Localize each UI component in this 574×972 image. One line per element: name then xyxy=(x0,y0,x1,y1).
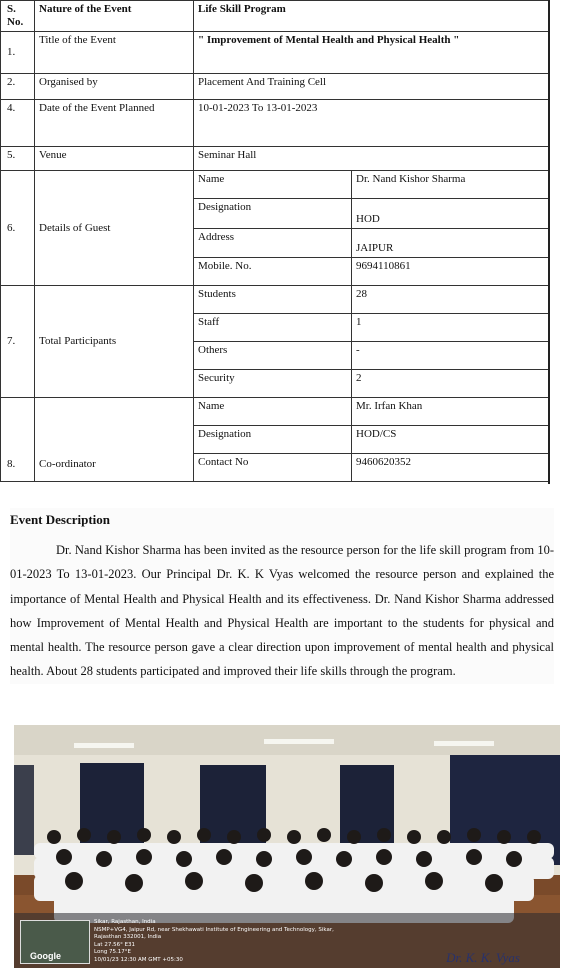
row-label: Organised by xyxy=(35,74,194,100)
geo-line: NSMP+VG4, Jaipur Rd, near Shekhawati Institute of Engineering and Technology, Sikar, xyxy=(94,926,334,933)
coordinator-key: Designation xyxy=(194,426,352,454)
coordinator-value: HOD/CS xyxy=(352,426,549,454)
guest-key: Name xyxy=(194,171,352,199)
coordinator-value: Mr. Irfan Khan xyxy=(352,398,549,426)
guest-key: Designation xyxy=(194,199,352,229)
row-label: Total Participants xyxy=(35,286,194,398)
guest-key: Mobile. No. xyxy=(194,258,352,286)
participant-key: Others xyxy=(194,342,352,370)
guest-value: HOD xyxy=(352,199,549,229)
coordinator-row xyxy=(1,398,549,426)
sno-header: S. No. xyxy=(1,1,35,32)
row-label: Co-ordinator xyxy=(35,398,194,482)
geo-line: 10/01/23 12:30 AM GMT +05:30 xyxy=(94,956,183,963)
google-logo: Google xyxy=(30,951,61,961)
geo-tag-text xyxy=(94,919,454,964)
row-label: Date of the Event Planned xyxy=(35,100,194,147)
geo-line: Sikar, Rajasthan, India xyxy=(94,919,156,925)
coordinator-value: 9460620352 xyxy=(352,454,549,482)
row-number: 7. xyxy=(1,286,35,398)
nature-label: Nature of the Event xyxy=(35,1,194,32)
participants-row xyxy=(1,286,549,314)
participant-value: 1 xyxy=(352,314,549,342)
row-number: 8. xyxy=(1,398,35,482)
guest-value: Dr. Nand Kishor Sharma xyxy=(352,171,549,199)
event-description xyxy=(10,508,554,684)
row-label: Details of Guest xyxy=(35,171,194,286)
participant-key: Students xyxy=(194,286,352,314)
row-number: 5. xyxy=(1,147,35,171)
row-label: Venue xyxy=(35,147,194,171)
organised-row xyxy=(1,74,549,100)
event-details-table xyxy=(0,0,549,482)
date-row xyxy=(1,100,549,147)
event-photo xyxy=(14,725,560,968)
participant-value: 28 xyxy=(352,286,549,314)
organiser-value: Placement And Training Cell xyxy=(194,74,549,100)
geo-line: Lat 27.56° E31 xyxy=(94,941,136,948)
participant-key: Staff xyxy=(194,314,352,342)
description-heading: Event Description xyxy=(10,512,111,527)
row-number: 1. xyxy=(1,32,35,74)
participant-value: 2 xyxy=(352,370,549,398)
row-number: 4. xyxy=(1,100,35,147)
row-number: 6. xyxy=(1,171,35,286)
nature-value: Life Skill Program xyxy=(194,1,549,32)
venue-value: Seminar Hall xyxy=(194,147,549,171)
title-row xyxy=(1,32,549,74)
geo-line: Rajasthan 332001, India xyxy=(94,934,162,940)
event-title: " Improvement of Mental Health and Physical Health " xyxy=(194,32,549,74)
participant-value: - xyxy=(352,342,549,370)
geo-line: Long 75.17°E xyxy=(94,949,132,955)
coordinator-key: Contact No xyxy=(194,454,352,482)
date-value: 10-01-2023 To 13-01-2023 xyxy=(194,100,549,147)
participant-key: Security xyxy=(194,370,352,398)
row-number: 2. xyxy=(1,74,35,100)
description-body: Dr. Nand Kishor Sharma has been invited as the resource person for the life skill program from 10-01-2023 To 13-01-2023. Our Principal Dr. K. K Vyas welcomed the resource person and explained the importance of Mental Health and Physical Health and its effectiveness. Dr. Nand Kishor Sharma addressed how Improvement of Mental Health and Physical Health are important to the students for physical and mental health. The resource person gave a clear direction upon improvement of mental health and physical health. About 28 students participated and improved their life skills through the program. xyxy=(10,543,554,679)
venue-row xyxy=(1,147,549,171)
coordinator-key: Name xyxy=(194,398,352,426)
row-label: Title of the Event xyxy=(35,32,194,74)
guest-value: 9694110861 xyxy=(352,258,549,286)
guest-row xyxy=(1,171,549,199)
signature: Dr. K. K. Vyas xyxy=(446,950,520,965)
guest-value: JAIPUR xyxy=(352,229,549,258)
guest-key: Address xyxy=(194,229,352,258)
header-row xyxy=(1,1,549,32)
